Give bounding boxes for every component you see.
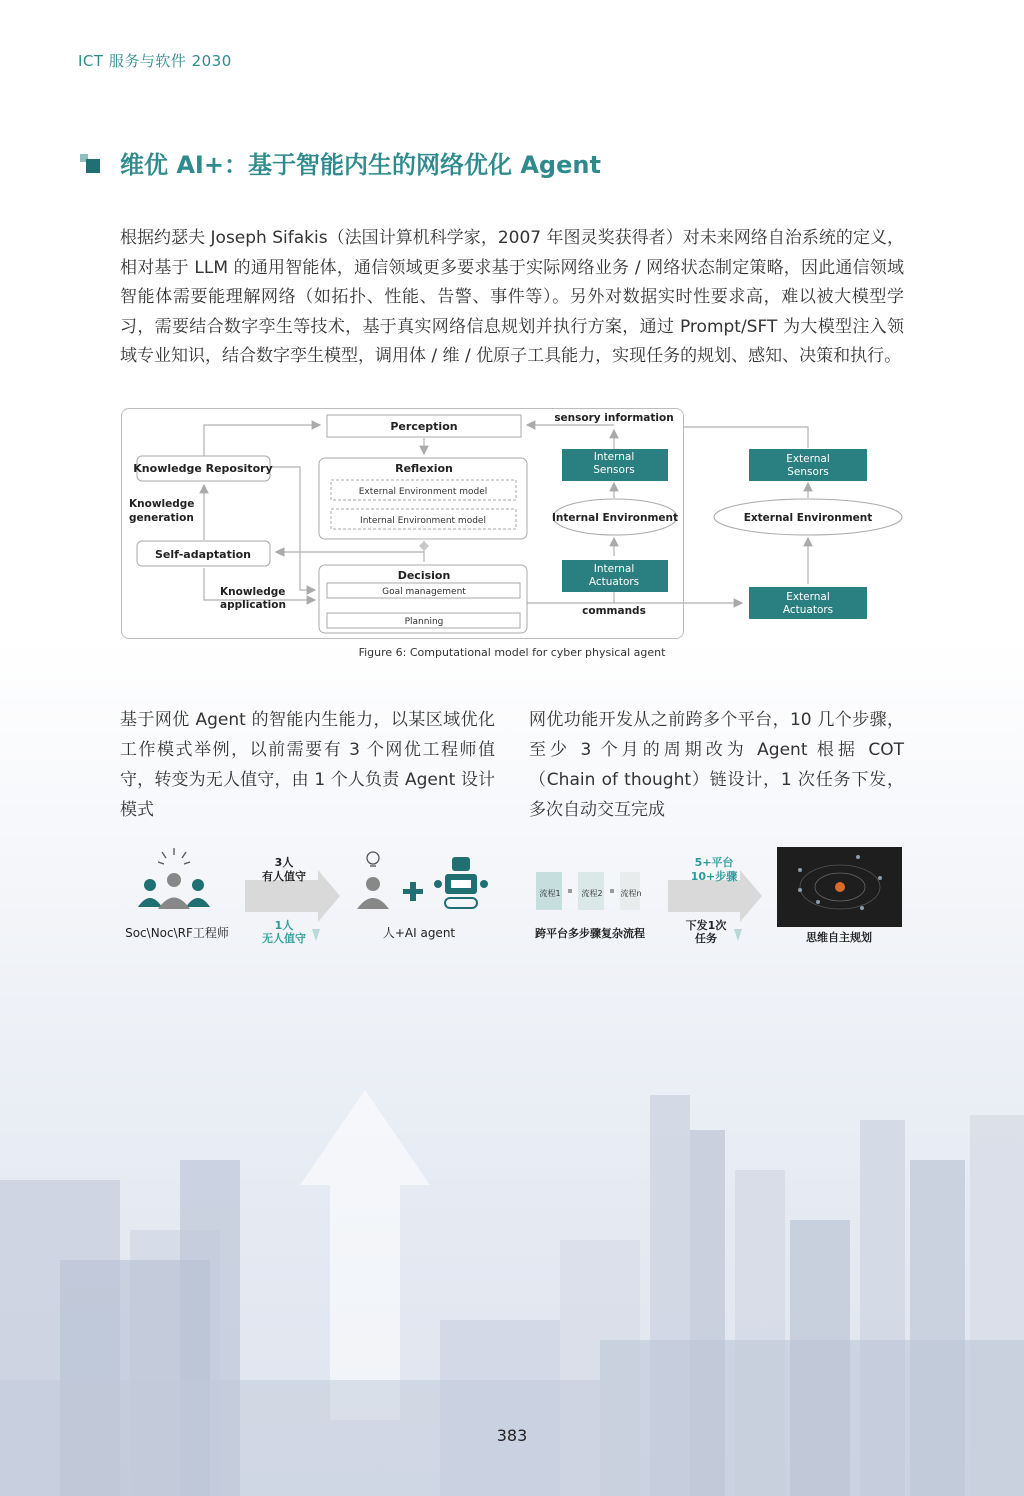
left-arrow-bottom-1: 1人	[274, 919, 294, 932]
flow-n-label: 流程n	[620, 889, 642, 898]
intro-paragraph: 根据约瑟夫 Joseph Sifakis（法国计算机科学家，2007 年图灵奖获得者）对未来网络自治系统的定义，相对基于 LLM 的通用智能体，通信领域更多要求基于实际网络业务 / 网络状态制定策略，因此通信领域智能体需要能理解网络（如拓扑、性能、告警、事件等）。另外对数据实时性要求高，难以被大模型学习，需要结合数字孪生等技术，基于真实网络信息规划并执行方案，通过 Prompt/SFT 为大模型注入领域专业知识，结合数字孪生模型，调用体 / 维 / 优原子工具能力，实现任务的规划、感知、决策和执行。	[120, 228, 904, 366]
self-adaptation-label: Self-adaptation	[154, 548, 252, 561]
left-arrow-top-2: 有人值守	[262, 870, 306, 883]
external-environment-label: External Environment	[743, 512, 873, 524]
running-header: ICT 服务与软件 2030	[78, 52, 232, 70]
knowledge-application-label-2: application	[220, 599, 286, 611]
internal-sensors-label-2: Sensors	[593, 464, 635, 476]
right-arrow-bottom-2: 任务	[695, 932, 717, 945]
external-sensors-label-2: Sensors	[787, 466, 829, 478]
perception-label: Perception	[390, 420, 458, 433]
figure-caption: Figure 6: Computational model for cyber physical agent	[358, 646, 666, 659]
external-actuators-label-2: Actuators	[782, 604, 834, 616]
external-sensors-label-1: External	[786, 453, 830, 465]
comparison-illustrations	[0, 840, 1024, 960]
planning-label: Planning	[404, 617, 444, 627]
external-environment-model-label: External Environment model	[358, 487, 488, 497]
cyber-physical-agent-diagram	[0, 0, 1024, 680]
goal-management-label: Goal management	[382, 587, 466, 597]
flow-2-label: 流程2	[581, 889, 603, 898]
decision-label: Decision	[397, 569, 451, 582]
agent-label: 人+AI agent	[382, 926, 456, 940]
right-arrow-top-1: 5+平台	[694, 856, 734, 869]
left-arrow-bottom-2: 无人值守	[262, 932, 306, 945]
autonomous-planning-image	[777, 847, 902, 927]
left-column-text: 基于网优 Agent 的智能内生能力，以某区域优化工作模式举例，以前需要有 3 个网优工程师值守，转变为无人值守，由 1 个人负责 Agent 设计模式	[120, 710, 495, 820]
right-arrow-bottom-1: 下发1次	[685, 919, 727, 932]
internal-sensors-label-1: Internal	[593, 451, 635, 463]
engineers-icon	[138, 848, 210, 909]
sensory-information-label: sensory information	[554, 412, 674, 424]
internal-actuators-label-1: Internal	[593, 563, 635, 575]
right-arrow-top-2: 10+步骤	[690, 870, 738, 883]
commands-label: commands	[582, 605, 646, 617]
flows-label: 跨平台多步骤复杂流程	[535, 927, 645, 940]
section-title: 维优 AI+：基于智能内生的网络优化 Agent	[120, 151, 601, 179]
engineers-label: Soc\Noc\RF工程师	[125, 926, 229, 940]
right-column-text: 网优功能开发从之前跨多个平台，10 几个步骤，至少 3 个月的周期改为 Agent 根据 COT（Chain of thought）链设计，1 次任务下发，多次自动交互完成	[529, 710, 904, 820]
left-arrow-top-1: 3人	[274, 856, 294, 869]
knowledge-application-label-1: Knowledge	[220, 586, 286, 598]
knowledge-repository-label: Knowledge Repository	[133, 462, 273, 475]
page-number: 383	[496, 1426, 528, 1445]
internal-environment-model-label: Internal Environment model	[360, 516, 486, 526]
flow-1-label: 流程1	[539, 889, 561, 898]
person-plus-robot-icon	[357, 852, 488, 909]
knowledge-generation-label-1: Knowledge	[129, 498, 195, 510]
knowledge-generation-label-2: generation	[129, 512, 194, 524]
internal-environment-label: Internal Environment	[551, 512, 679, 524]
planning-image-label: 思维自主规划	[806, 931, 872, 944]
external-actuators-label-1: External	[786, 591, 830, 603]
reflexion-label: Reflexion	[395, 462, 453, 475]
internal-actuators-label-2: Actuators	[588, 576, 640, 588]
